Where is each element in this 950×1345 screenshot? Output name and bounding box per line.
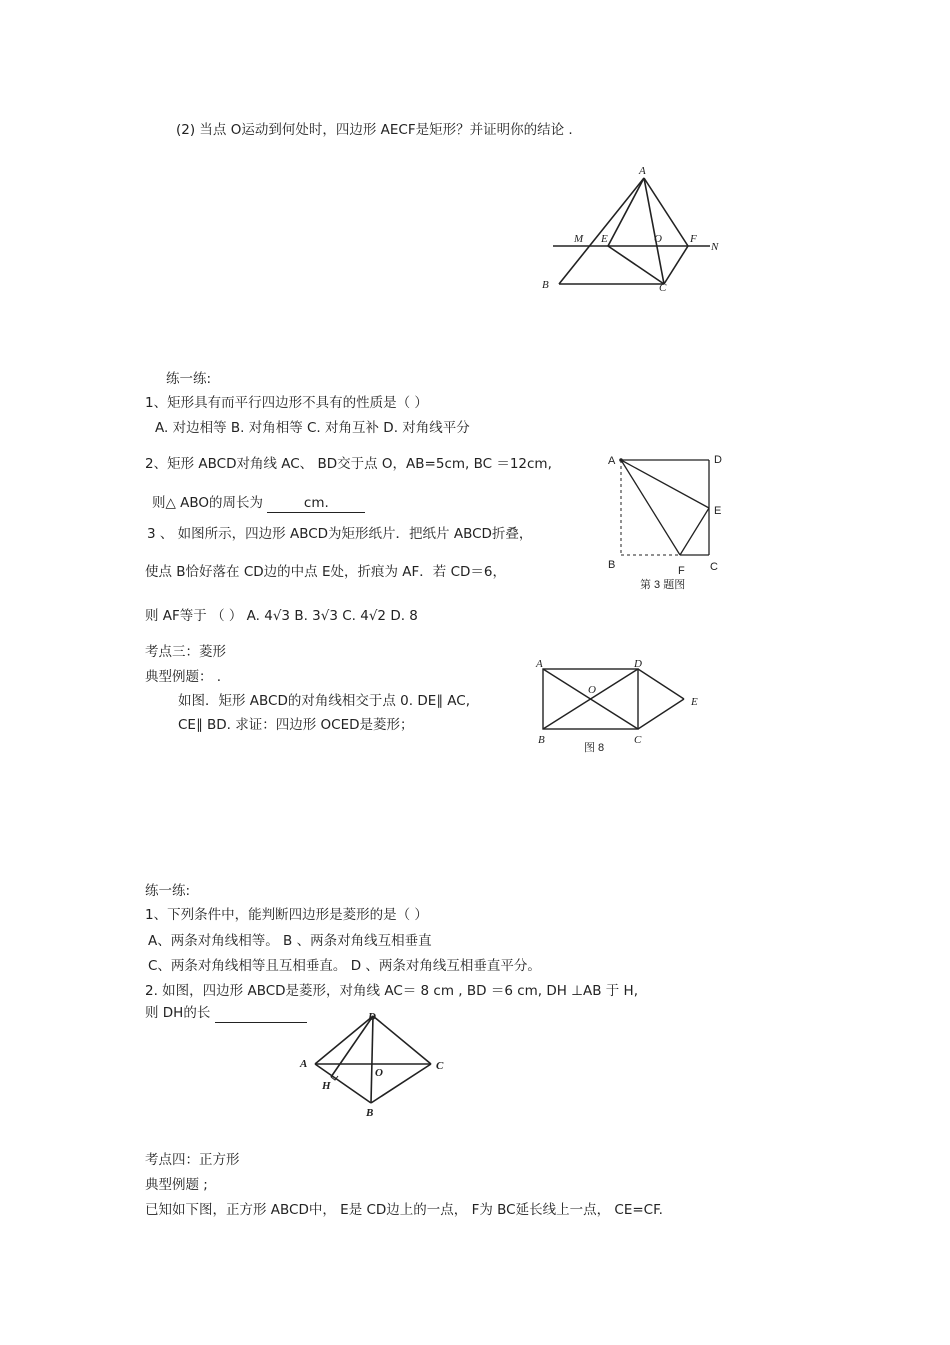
practice2-q1: 1、下列条件中，能判断四边形是菱形的是（ ） — [145, 907, 428, 923]
practice2-q2-line1: 2. 如图，四边形 ABCD是菱形，对角线 AC＝ 8 cm , BD ＝6 cm, DH ⊥AB 于 H, — [145, 983, 638, 999]
practice2-opt-ab: A、两条对角线相等。 B 、两条对角线互相垂直 — [148, 933, 432, 949]
kd4-example: 典型例题 ; — [145, 1177, 208, 1193]
label-D: D — [634, 658, 642, 670]
q2-prefix: 则△ ABO的周长为 — [152, 495, 264, 511]
figure-8 — [532, 655, 707, 755]
label-O: O — [375, 1067, 383, 1079]
label-N: N — [711, 241, 719, 253]
practice1-heading: 练一练: — [166, 371, 212, 387]
part2-question: (2) 当点 O运动到何处时，四边形 AECF是矩形？并证明你的结论 . — [176, 122, 573, 138]
practice2-opt-cd: C、两条对角线相等且互相垂直。 D 、两条对角线互相垂直平分。 — [148, 958, 541, 974]
kd3-example: 典型例题： . — [145, 669, 222, 685]
label-E: E — [691, 696, 698, 708]
practice1-q2-line1: 2、矩形 ABCD对角线 AC、 BD交于点 O，AB=5cm, BC ＝12cm, — [145, 456, 552, 472]
kd3-line2: CE∥ BD. 求证：四边形 OCED是菱形； — [178, 717, 414, 733]
label-E: E — [601, 233, 608, 245]
practice1-q3-line3: 则 AF等于 （ ） A. 4√3 B. 3√3 C. 4√2 D. 8 — [145, 608, 418, 624]
kd3-title: 考点三：菱形 — [145, 644, 226, 660]
label-O: O — [588, 684, 596, 696]
label-C: C — [659, 282, 667, 294]
label-A: A — [536, 658, 543, 670]
practice2-q2-line2 — [145, 1004, 307, 1023]
label-A: A — [300, 1058, 308, 1070]
kd4-title: 考点四：正方形 — [145, 1152, 240, 1168]
label-B: B — [366, 1107, 374, 1119]
figure-3-caption: 第 3 题图 — [640, 579, 686, 591]
label-H: H — [322, 1080, 331, 1092]
kd4-line1: 已知如下图，正方形 ABCD中， E是 CD边上的一点， F为 BC延长线上一点， CE=CF. — [145, 1202, 663, 1218]
label-B: B — [608, 559, 616, 571]
practice1-q1: 1、矩形具有而平行四边形不具有的性质是（ ） — [145, 395, 428, 411]
label-D: D — [714, 454, 722, 466]
figure-rhombus — [295, 1006, 460, 1121]
practice1-q1-options: A. 对边相等 B. 对角相等 C. 对角互补 D. 对角线平分 — [155, 420, 470, 436]
label-A: A — [639, 165, 646, 177]
figure-triangle-mn — [535, 160, 725, 295]
label-C: C — [436, 1060, 444, 1072]
dh-answer-blank[interactable] — [215, 1004, 307, 1023]
label-F: F — [690, 233, 697, 245]
figure-8-caption: 图 8 — [584, 742, 605, 754]
label-C: C — [710, 561, 718, 573]
label-D: D — [368, 1011, 376, 1023]
practice1-q3-line1: 3 、 如图所示，四边形 ABCD为矩形纸片．把纸片 ABCD折叠， — [147, 526, 533, 542]
practice1-q2-line2 — [152, 494, 365, 513]
label-E: E — [714, 505, 722, 517]
label-B: B — [542, 279, 549, 291]
q2-unit: cm. — [303, 495, 329, 511]
label-F: F — [678, 565, 685, 577]
q2-dh-prefix: 则 DH的长 — [145, 1005, 211, 1021]
label-M: M — [574, 233, 584, 245]
label-B: B — [538, 734, 545, 746]
label-O: O — [654, 233, 662, 245]
label-C: C — [634, 734, 642, 746]
q2-answer-blank[interactable] — [267, 494, 365, 513]
figure-3-rectangle-fold — [600, 448, 730, 596]
practice1-q3-line2: 使点 B恰好落在 CD边的中点 E处，折痕为 AF．若 CD＝6， — [145, 564, 506, 580]
kd3-line1: 如图．矩形 ABCD的对角线相交于点 0. DE∥ AC, — [178, 693, 471, 709]
practice2-heading: 练一练: — [145, 883, 191, 899]
label-A: A — [608, 455, 616, 467]
